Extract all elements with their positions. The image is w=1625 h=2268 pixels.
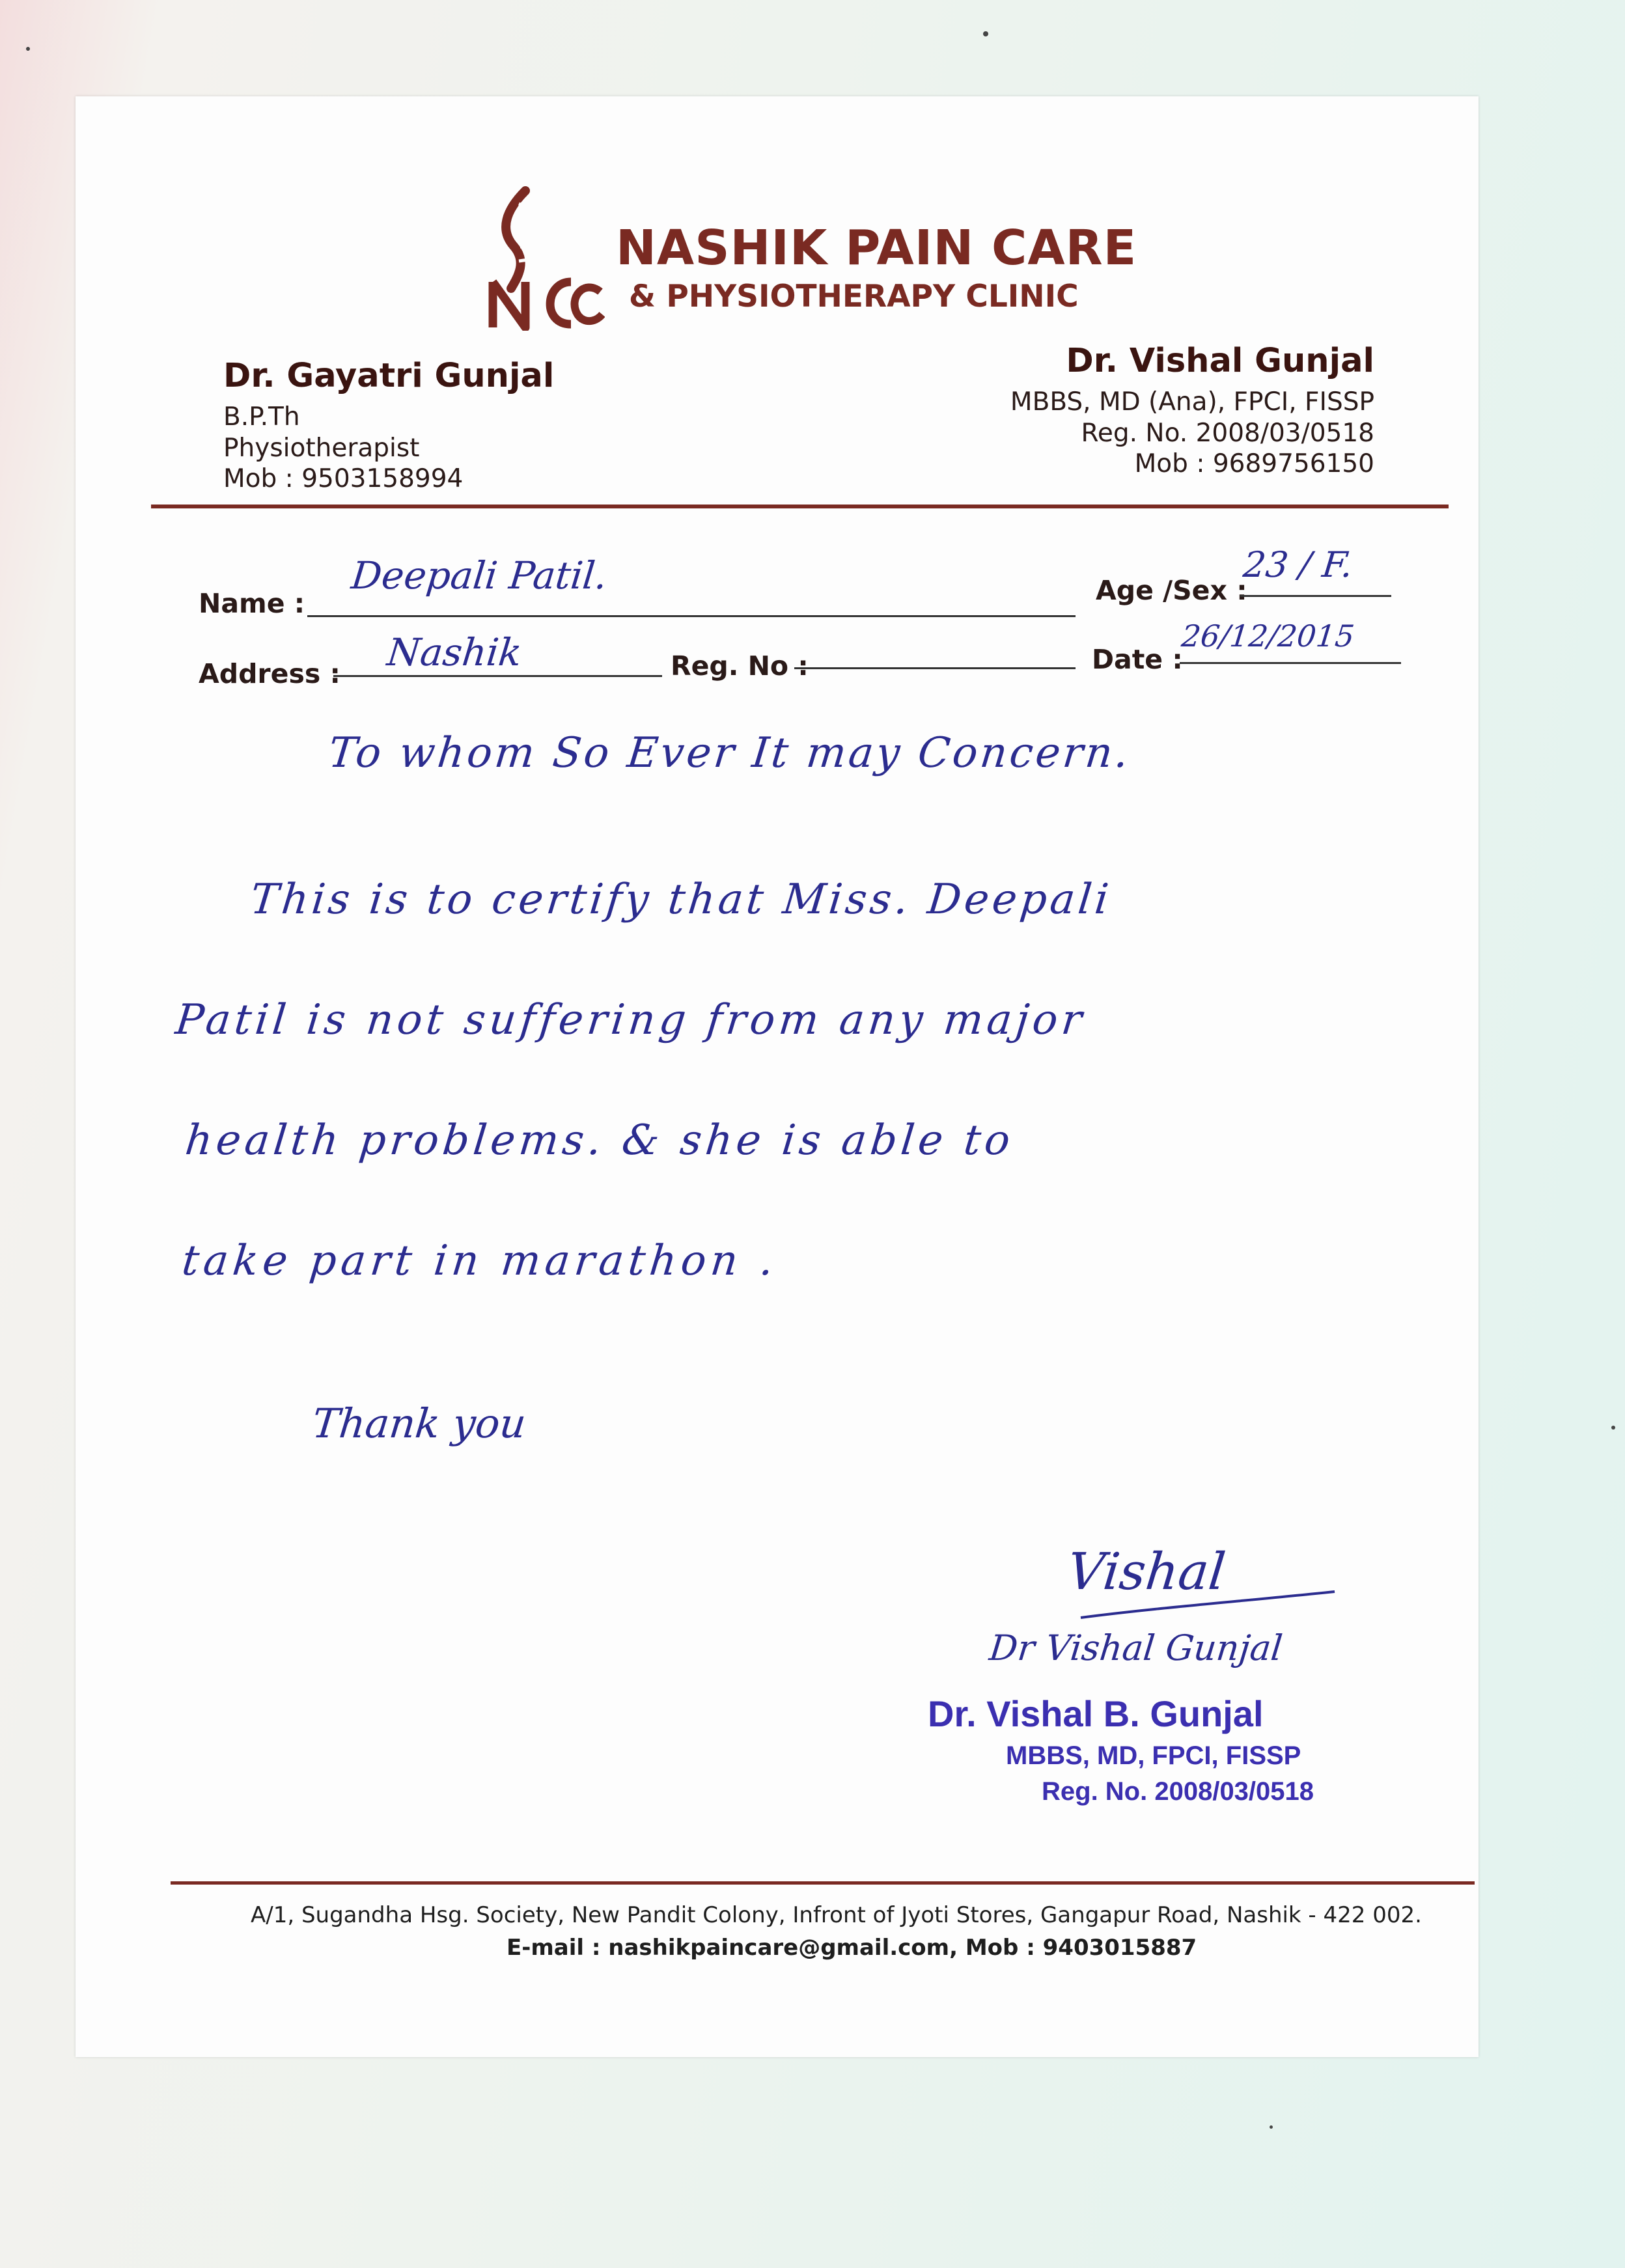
address-value: Nashik [385,630,524,674]
footer-divider [171,1881,1475,1885]
letter-line-3: health problems. & she is able to [183,1116,1016,1165]
scan-speck [1270,2125,1273,2129]
reg-no-label: Reg. No : [671,650,809,682]
date-label: Date : [1092,644,1183,675]
stamp-doctor-name: Dr. Vishal B. Gunjal [928,1693,1264,1734]
stamp-degrees: MBBS, MD, FPCI, FISSP [1006,1741,1301,1770]
scan-speck [26,47,30,51]
clinic-logo-icon [480,184,605,331]
letter-line-1: This is to certify that Miss. Deepali [248,876,1115,924]
clinic-subtitle: & PHYSIOTHERAPY CLINIC [629,279,1079,314]
date-value: 26/12/2015 [1180,618,1356,654]
age-sex-line [1240,586,1391,597]
age-sex-label: Age /Sex : [1096,575,1247,606]
doctor-left-name: Dr. Gayatri Gunjal [223,357,555,395]
name-line [307,596,1076,617]
doctor-left-role: Physiotherapist [223,433,420,463]
signature-initials: Vishal [1064,1543,1229,1601]
doctor-right-reg: Reg. No. 2008/03/0518 [1081,418,1374,448]
clinic-name: NASHIK PAIN CARE [616,220,1137,276]
reg-no-line [794,659,1076,669]
signature-underline-icon [1077,1588,1338,1627]
date-line [1180,654,1401,664]
footer-contact: E-mail : nashikpaincare@gmail.com, Mob : 9403015887 [507,1935,1197,1961]
scan-speck [983,31,988,36]
doctor-right-degrees: MBBS, MD (Ana), FPCI, FISSP [1010,387,1374,417]
letter-line-2: Patil is not suffering from any major [173,996,1089,1044]
scan-speck [1611,1426,1615,1430]
doctor-left-degree: B.P.Th [223,402,300,432]
name-value: Deepali Patil. [349,553,609,598]
signature-handwritten-name: Dr Vishal Gunjal [987,1627,1285,1668]
age-sex-value: 23 / F. [1241,544,1355,585]
doctor-right-block [1010,342,1374,480]
doctor-right-mobile: Mob : 9689756150 [1134,449,1374,479]
footer-address: A/1, Sugandha Hsg. Society, New Pandit Colony, Infront of Jyoti Stores, Gangapur Road, Nashik - 422 002. [251,1902,1422,1928]
address-label: Address : [199,658,340,689]
stamp-reg-no: Reg. No. 2008/03/0518 [1042,1777,1314,1806]
doctor-left-block [223,357,554,495]
name-label: Name : [199,588,305,619]
letter-line-4: take part in marathon . [180,1237,781,1285]
letter-closing: Thank you [310,1400,529,1447]
letter-salutation: To whom So Ever It may Concern. [326,729,1133,777]
doctor-left-mobile: Mob : 9503158994 [223,464,464,494]
doctor-right-name: Dr. Vishal Gunjal [1066,342,1374,380]
header-divider [151,505,1449,508]
